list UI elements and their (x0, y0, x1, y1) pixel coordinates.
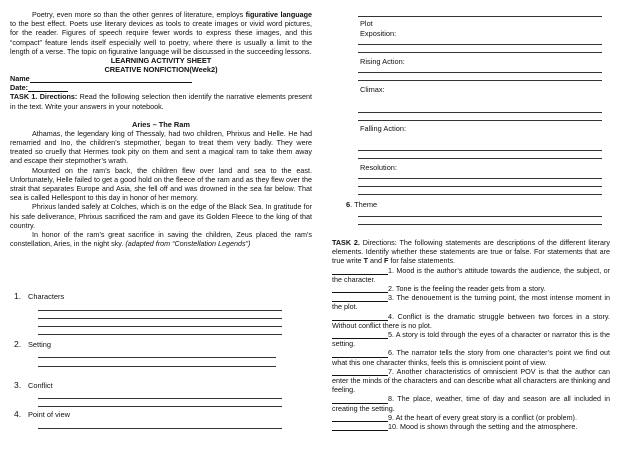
answer-line[interactable] (358, 150, 602, 151)
answer-line[interactable] (358, 194, 602, 195)
statement-1: 1. Mood is the author’s attitude towards the audience, the subject, or the character. (332, 265, 610, 284)
task2-directions: TASK 2. Directions: The following statements are descriptions of the different literary elements. Identify whether these statements are true or false. For statements that are true write T and F for false statements. (332, 238, 610, 266)
answer-line[interactable] (358, 224, 602, 225)
theme-label: 6. Theme (346, 200, 378, 209)
answer-line[interactable] (38, 318, 282, 319)
story-paragraph-4: In honor of the ram’s great sacrifice in saving the children, Zeus placed the ram’s constellation, Aries, in the night sky. (adapted from “Constellation Legends”) (10, 230, 312, 249)
answer-line[interactable] (358, 178, 602, 179)
answer-line[interactable] (38, 310, 282, 311)
date-line: Date: (10, 83, 312, 92)
statement-4: 4. Conflict is the dramatic struggle between two forces in a story. Without conflict there is no plot. (332, 311, 610, 330)
story-title: Aries – The Ram (132, 119, 190, 129)
task2-section (332, 238, 610, 431)
answer-blank[interactable] (332, 396, 388, 404)
answer-line[interactable] (358, 158, 602, 159)
answer-line[interactable] (358, 120, 602, 121)
statement-5: 5. A story is told through the eyes of a character or narrator this is the setting. (332, 330, 610, 349)
falling-action-label: Falling Action: (360, 124, 407, 133)
answer-line[interactable] (358, 44, 602, 45)
answer-line[interactable] (38, 428, 282, 429)
item-point-of-view: 4. Point of view (14, 409, 70, 419)
item-setting: 2. Setting (14, 339, 52, 349)
answer-line[interactable] (358, 16, 602, 17)
left-page (10, 0, 312, 248)
answer-line[interactable] (358, 112, 602, 113)
right-page (332, 0, 628, 451)
answer-line[interactable] (38, 366, 276, 367)
answer-blank[interactable] (332, 368, 388, 376)
answer-line[interactable] (358, 216, 602, 217)
name-line: Name (10, 74, 312, 83)
answer-line[interactable] (38, 326, 282, 327)
answer-blank[interactable] (332, 294, 388, 302)
answer-blank[interactable] (332, 267, 388, 275)
answer-line[interactable] (38, 357, 276, 358)
answer-line[interactable] (358, 186, 602, 187)
statement-2: 2. Tone is the feeling the reader gets from a story. (332, 284, 610, 293)
statement-10: 10. Mood is shown through the setting and the atmosphere. (332, 422, 610, 431)
exposition-label: Exposition: (360, 29, 397, 38)
answer-line[interactable] (358, 72, 602, 73)
sheet-subtitle: CREATIVE NONFICTION(Week2) (104, 65, 218, 75)
figurative-language-term: figurative language (245, 10, 312, 19)
answer-blank[interactable] (332, 350, 388, 358)
intro-paragraph: Poetry, even more so than the other genres of literature, employs figurative language to the best effect. Poets use literary devices as tools to create images or vivid word pictures, for the reader. Figures of speech require fewer words to express these images, and this “compact” feature lends itself especially well to poetry, where there is usually a limit to the length of a verse. The topic on figurative language will be discussed in the succeeding lessons. (10, 10, 312, 56)
answer-line[interactable] (358, 80, 602, 81)
sheet-title: LEARNING ACTIVITY SHEET (110, 56, 212, 66)
climax-label: Climax: (360, 85, 385, 94)
answer-blank[interactable] (332, 313, 388, 321)
statement-9: 9. At the heart of every great story is a conflict (or problem). (332, 413, 610, 422)
answer-blank[interactable] (332, 331, 388, 339)
story-paragraph-2: Mounted on the ram’s back, the children flew over land and sea to the east. Unfortunately, Helle failed to get a good hold on the fleece of the ram and as they flew over the strait that separates Europe and Asia, she fell off and was drowned in the sea far below. That sea is called Hellespont to this day in honor of her memory. (10, 165, 312, 203)
statement-3: 3. The denouement is the turning point, the most intense moment in the plot. (332, 293, 610, 312)
item-characters: 1. Characters (14, 291, 65, 301)
answer-line[interactable] (38, 334, 282, 335)
resolution-label: Resolution: (360, 163, 397, 172)
statement-8: 8. The place, weather, time of day and season are all included in creating the setting. (332, 394, 610, 413)
story-paragraph-1: Athamas, the legendary king of Thessaly, had two children, Phrixus and Helle. He had remarried and Ino, the children’s stepmother, began to treat them very badly. They were treated so cruelly that Hermes took pity on them and sent a magical ram to take them away and escape their stepmother’s wrath. (10, 128, 312, 166)
answer-blank[interactable] (332, 414, 388, 422)
rising-action-label: Rising Action: (360, 57, 405, 66)
answer-blank[interactable] (332, 285, 388, 293)
statement-6: 6. The narrator tells the story from one character’s point we find out what this one character thinks, feels this is omniscient point of view. (332, 348, 610, 367)
task1-directions: TASK 1. Directions: Read the following selection then identify the narrative elements present in the text. Write your answers in your notebook. (10, 92, 312, 111)
plot-label: Plot (360, 19, 373, 28)
answer-line[interactable] (38, 406, 282, 407)
story-paragraph-3: Phrixus landed safely at Colches, which is on the edge of the Black Sea. In gratitude for his safe deliverance, Phrixus sacrificed the ram and gave its Golden Fleece to the king of that country. (10, 202, 312, 230)
answer-blank[interactable] (332, 423, 388, 431)
statement-7: 7. Another characteristics of omniscient POV is that the author can enter the minds of the characters and can describe what all characters are thinking and feeling. (332, 366, 610, 395)
item-conflict: 3. Conflict (14, 380, 53, 390)
answer-line[interactable] (358, 52, 602, 53)
answer-line[interactable] (38, 398, 282, 399)
